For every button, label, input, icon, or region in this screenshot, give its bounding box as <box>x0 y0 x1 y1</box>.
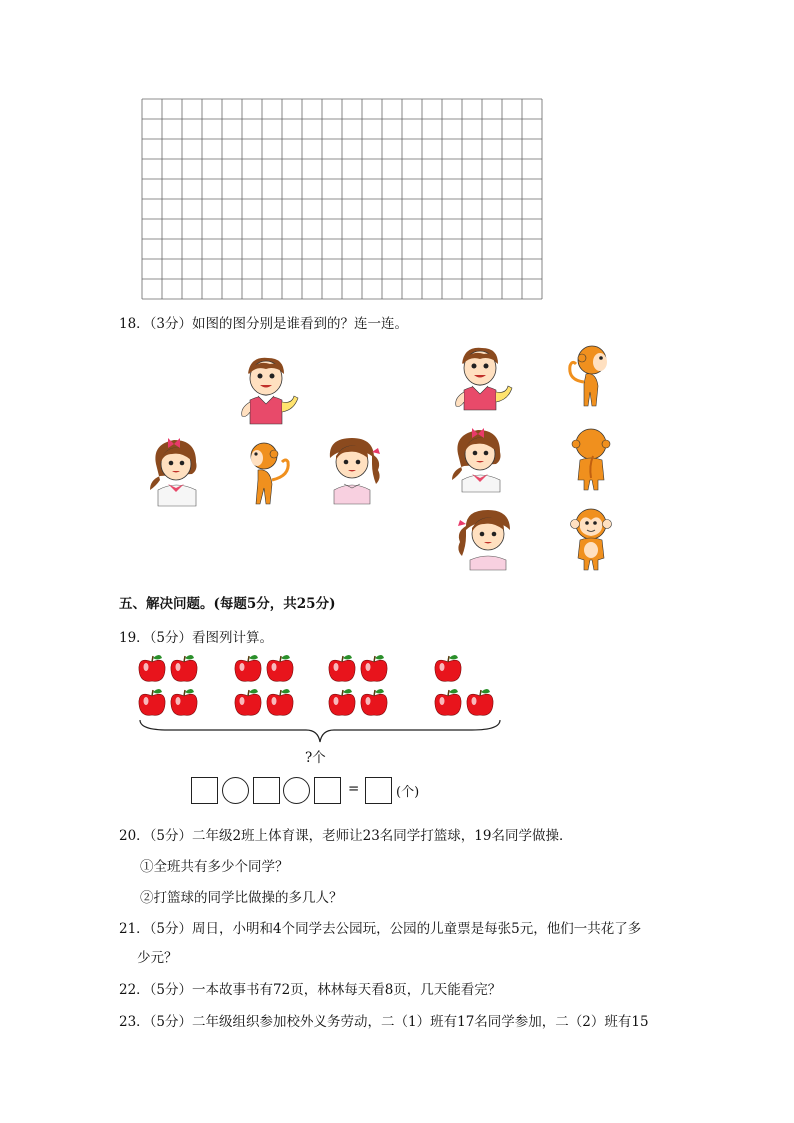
apple-icon <box>467 689 493 715</box>
equals-sign: = <box>348 781 360 797</box>
apple-icon <box>435 655 461 681</box>
apple-icon <box>235 689 261 715</box>
section-5-title: 五、解决问题。(每题5分，共25分) <box>119 596 336 612</box>
apple-icon <box>139 689 165 715</box>
choice-monkey-side[interactable] <box>566 342 616 410</box>
apple-icon <box>171 689 197 715</box>
question-22: 22．（5分）一本故事书有72页，林林每天看8页，几天能看完？ <box>119 982 502 998</box>
apple-icon <box>267 655 293 681</box>
answer-box-2[interactable] <box>253 777 280 804</box>
operator-circle-1[interactable] <box>222 777 249 804</box>
apple-icon <box>329 689 355 715</box>
apple-icon <box>435 689 461 715</box>
question-20-part-2: ②打篮球的同学比做操的多几人？ <box>140 890 343 906</box>
square-grid <box>140 98 544 300</box>
operator-circle-2[interactable] <box>283 777 310 804</box>
girl-left-figure <box>146 434 210 508</box>
answer-box-result[interactable] <box>365 777 392 804</box>
boy-figure <box>232 352 300 426</box>
brace <box>138 718 502 744</box>
answer-box-3[interactable] <box>314 777 341 804</box>
question-20-part-1: ①全班共有多少个同学？ <box>140 859 289 875</box>
question-20: 20．（5分）二年级2班上体育课，老师让23名同学打篮球，19名同学做操． <box>119 828 573 844</box>
apple-icon <box>267 689 293 715</box>
question-21-continued: 少元？ <box>137 950 178 966</box>
girl-right-figure <box>322 434 386 506</box>
choice-girl-pigtails[interactable] <box>456 506 522 572</box>
brace-label: ?个 <box>305 750 326 766</box>
apple-icon <box>139 655 165 681</box>
apple-icon <box>361 655 387 681</box>
answer-box-1[interactable] <box>191 777 218 804</box>
apple-icon <box>171 655 197 681</box>
question-21: 21．（5分）周日，小明和4个同学去公园玩，公园的儿童票是每张5元，他们一共花了多 <box>119 921 642 937</box>
choice-girl-ponytail[interactable] <box>448 424 514 494</box>
apple-icon <box>329 655 355 681</box>
unit-label: (个) <box>396 785 420 800</box>
choice-monkey-back[interactable] <box>568 426 614 494</box>
monkey-side-figure <box>244 440 294 510</box>
question-23: 23．（5分）二年级组织参加校外义务劳动，二（1）班有17名同学参加，二（2）班有15 <box>119 1014 649 1030</box>
question-19: 19．（5分）看图列计算。 <box>119 630 274 646</box>
apple-icon <box>235 655 261 681</box>
choice-boy-front[interactable] <box>446 342 514 412</box>
question-18: 18．（3分）如图的图分别是谁看到的？连一连。 <box>119 316 409 332</box>
choice-monkey-front[interactable] <box>566 506 616 574</box>
apple-icon <box>361 689 387 715</box>
